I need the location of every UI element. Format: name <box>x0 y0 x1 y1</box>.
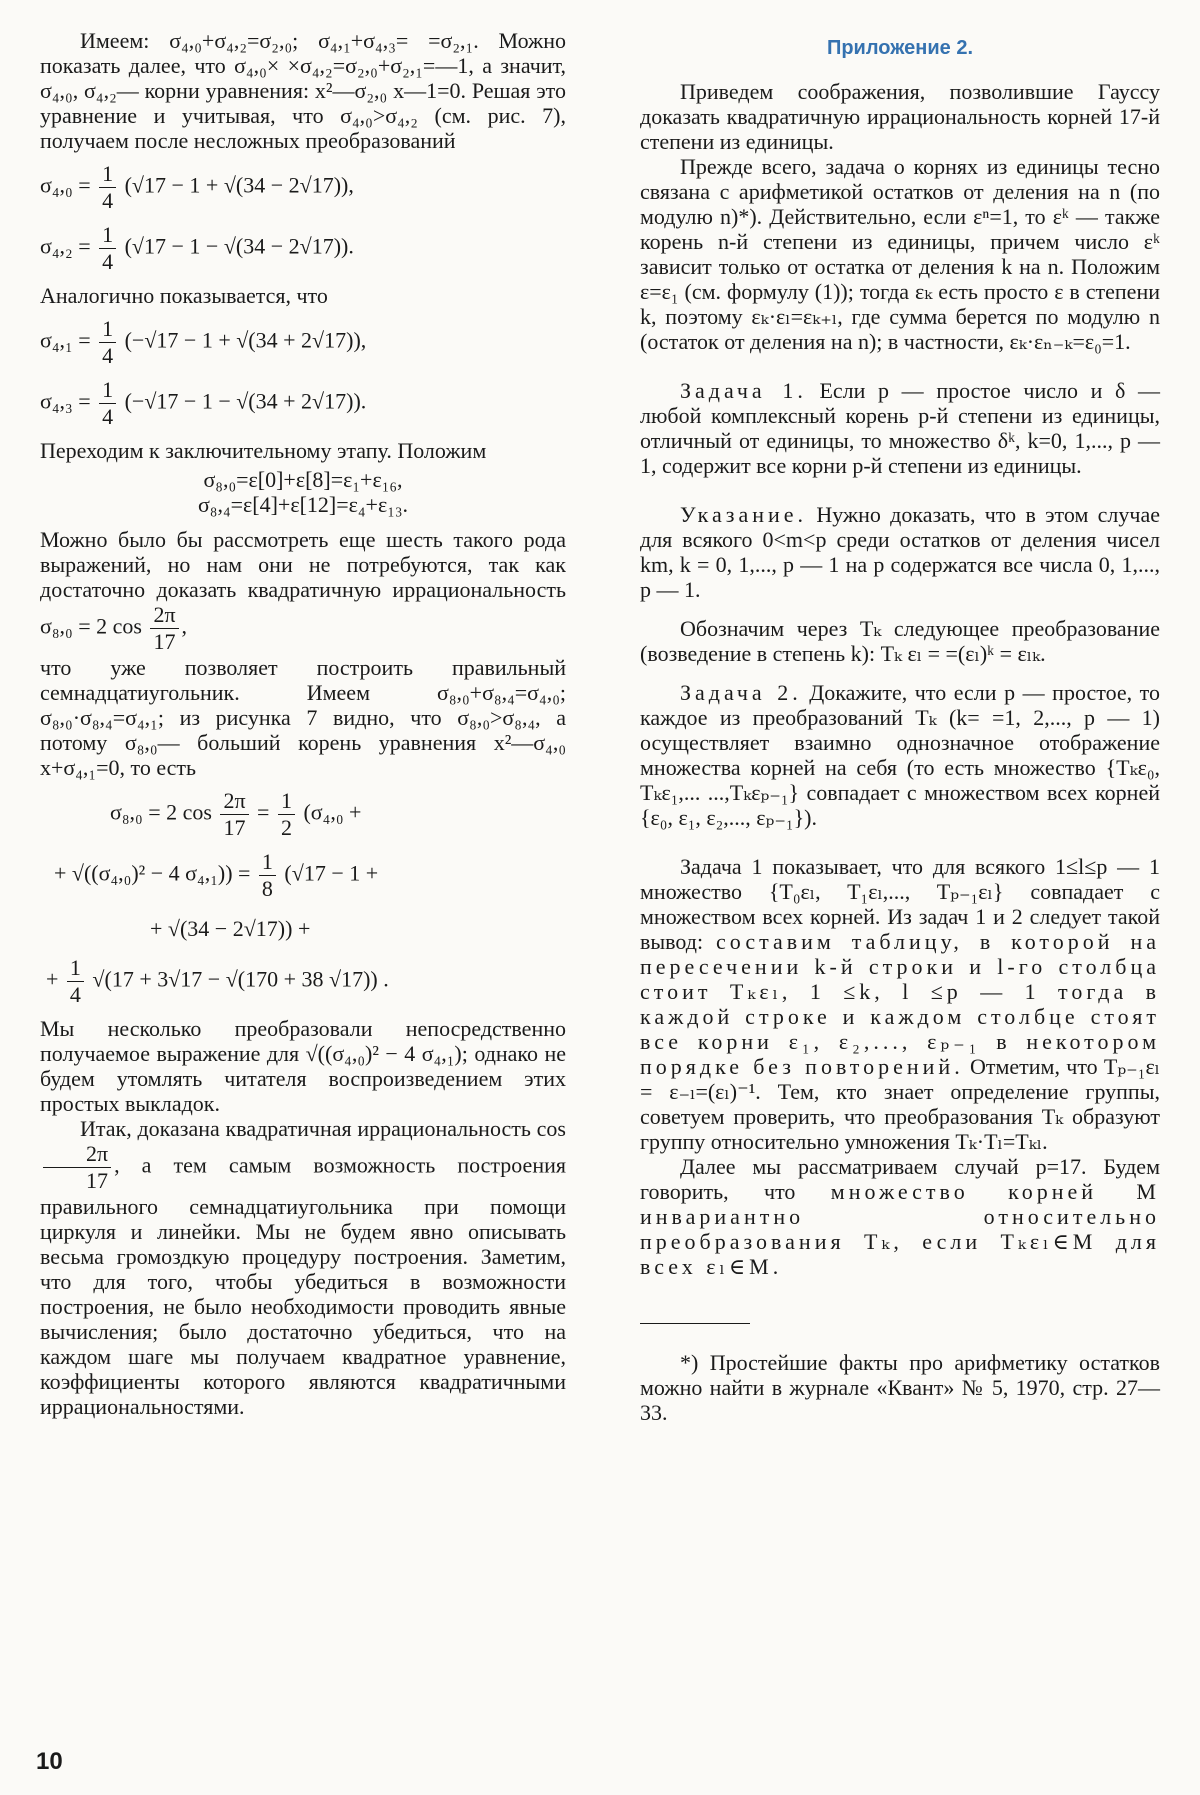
equation-sigma-8-4-def: σ₈,₄=ε[4]+ε[12]=ε₄+ε₁₃. <box>197 492 409 517</box>
problem-2-label: Задача 2. <box>680 680 802 705</box>
hint-label: Указание. <box>680 502 808 527</box>
footnote-divider <box>640 1323 750 1324</box>
equation-sigma-8-0-line1: σ₈,₀ = 2 cos $\frac{2\pi}{17}$ = $\frac{1}{2}$ (σ₄,₀ + <box>110 788 362 840</box>
fraction-2pi-17: $\frac{2\pi}{17}$ <box>43 1141 111 1194</box>
right-paragraph-4: Задача 1 показывает, что для всякого 1≤l≤p — 1 множество {T₀εₗ, T₁εₗ,..., Tₚ₋₁εₗ} совпадает с множеством всех корней. Из задач 1 и 2 следует такой вывод: составим таблицу, в которой на пересечении k-й строки и l-го столбца стоит Tₖεₗ, 1 ≤k, l ≤p — 1 тогда в каждой строке и каждом столбце стоят все корни ε₁, ε₂,..., εₚ₋₁ в некотором порядке без повторений. Отметим, что Tₚ₋₁εₗ = ε₋ₗ=(εₗ)⁻¹. Тем, кто знает определение группы, советуем проверить, что преобразования Tₖ образуют группу относительно умножения Tₖ·Tₗ=Tₖₗ. <box>640 854 1161 1154</box>
fraction-2pi-17: $\frac{2\pi}{17}$ <box>150 602 178 655</box>
left-paragraph-7: Итак, доказана квадратичная иррациональность cos $\frac{2\pi}{17}$ , а тем самым возможность построения правильного семнадцатиугольника при помощи циркуля и линейки. Мы не будем явно описывать весьма громоздкую процедуру построения. Заметим, что для того, чтобы убедиться в возможности построения, не было необходимости проводить явные вычисления; было достаточно убедиться, что на каждом шаге мы получаем квадратное уравнение, коэффициенты которого являются квадратичными иррациональностями. <box>40 1116 566 1419</box>
fraction-one-quarter: $\frac{1}{4}$ <box>99 316 116 369</box>
fraction-one-quarter: $\frac{1}{4}$ <box>99 161 116 214</box>
left-paragraph-6: Мы несколько преобразовали непосредственно получаемое выражение для √((σ₄,₀)² − 4 σ₄,₁); однако не будем утомлять читателя воспроизведением этих простых выкладок. <box>40 1016 566 1116</box>
right-paragraph-3: Обозначим через Tₖ следующее преобразование (возведение в степень k): Tₖ εₗ = =(εₗ)ᵏ = εₗₖ. <box>640 616 1160 666</box>
left-paragraph-5: что уже позволяет построить правильный семнадцатиугольник. Имеем σ₈,₀+σ₈,₄=σ₄,₀; σ₈,₀·σ₈,₄=σ₄,₁; из рисунка 7 видно, что σ₈,₀>σ₈,₄, а потому σ₈,₀— больший корень уравнения x²—σ₄,₀ x+σ₄,₁=0, то есть <box>40 655 566 780</box>
equation-sigma-8-0-line2: + √((σ₄,₀)² − 4 σ₄,₁)) = $\frac{1}{8}$ (√17 − 1 + <box>54 849 379 901</box>
equation-sigma-4-1: σ₄,₁ = $\frac{1}{4}$ (−√17 − 1 + √(34 + 2√17)), <box>40 316 367 368</box>
hint: Указание. Нужно доказать, что в этом случае для всякого 0<m<p среди остатков от деления чисел km, k = 0, 1,..., p — 1 на p содержатся все числа 0, 1,..., p — 1. <box>640 502 1160 602</box>
right-paragraph-2: Прежде всего, задача о корнях из единицы тесно связана с арифметикой остатков от деления на n (по модулю n)*). Действительно, если εⁿ=1, то εᵏ — также корень n-й степени из единицы, причем число εᵏ зависит только от остатка от деления k на n. Положим ε=ε₁ (см. формулу (1)); тогда εₖ есть просто ε в степени k, поэтому εₖ·εₗ=εₖ₊ₗ, где сумма берется по модулю n (остаток от деления на n); в частности, εₖ·εₙ₋ₖ=ε₀=1. <box>640 154 1160 354</box>
equation-sigma-4-3: σ₄,₃ = $\frac{1}{4}$ (−√17 − 1 − √(34 + 2√17)). <box>40 377 367 429</box>
fraction-one-half: $\frac{1}{2}$ <box>278 788 295 841</box>
equation-sigma-8-0-line3: + √(34 − 2√17)) + <box>150 916 311 941</box>
fraction-one-quarter: $\frac{1}{4}$ <box>67 955 84 1008</box>
problem-1: Задача 1. Если p — простое число и δ — любой комплексный корень p-й степени из единицы, отличный от единицы, то множество δᵏ, k=0, 1,..., p — 1, содержит все корни p-й степени из единицы. <box>640 378 1160 478</box>
right-column <box>640 28 1160 1425</box>
left-paragraph-3: Переходим к заключительному этапу. Положим <box>40 438 487 463</box>
equation-sigma-4-2: σ₄,₂ = $\frac{1}{4}$ (√17 − 1 − √(34 − 2√17)). <box>40 222 354 274</box>
right-paragraph-1: Приведем соображения, позволившие Гауссу доказать квадратичную иррациональность корней 17-й степени из единицы. <box>640 79 1160 154</box>
page-number: 10 <box>36 1748 63 1775</box>
equation-sigma-8-0-line4: + $\frac{1}{4}$ √(17 + 3√17 − √(170 + 38 √17)) . <box>46 955 389 1007</box>
right-paragraph-5: Далее мы рассматриваем случай p=17. Будем говорить, что множество корней M инвариантно относительно преобразования Tₖ, если Tₖεₗ∈M для всех εₗ∈M. <box>640 1154 1160 1279</box>
fraction-one-eighth: $\frac{1}{8}$ <box>259 849 276 902</box>
problem-2: Задача 2. Докажите, что если p — простое, то каждое из преобразований Tₖ (k= =1, 2,..., p — 1) осуществляет взаимно однозначное отображение множества корней на себя (то есть множество {Tₖε₀, Tₖε₁,... ...,Tₖεₚ₋₁} совпадает с множеством всех корней {ε₀, ε₁, ε₂,..., εₚ₋₁}). <box>640 680 1160 830</box>
left-paragraph-1: Имеем: σ₄,₀+σ₄,₂=σ₂,₀; σ₄,₁+σ₄,₃= =σ₂,₁. Можно показать далее, что σ₄,₀× ×σ₄,₂=σ₂,₀+σ₂,₁=—1, а значит, σ₄,₀, σ₄,₂— корни уравнения: x²—σ₂,₀ x—1=0. Решая это уравнение и учитывая, что σ₄,₀>σ₄,₂ (см. рис. 7), получаем после несложных преобразований <box>40 28 566 153</box>
problem-1-label: Задача 1. <box>680 378 807 403</box>
fraction-one-quarter: $\frac{1}{4}$ <box>99 222 116 275</box>
equation-sigma-4-0: σ₄,₀ = $\frac{1}{4}$ (√17 − 1 + √(34 − 2√17)), <box>40 161 354 213</box>
left-paragraph-2: Аналогично показывается, что <box>40 283 328 308</box>
appendix-heading: Приложение 2. <box>826 37 974 59</box>
equation-sigma-8-0-def: σ₈,₀=ε[0]+ε[8]=ε₁+ε₁₆, <box>203 467 403 492</box>
fraction-one-quarter: $\frac{1}{4}$ <box>99 377 116 430</box>
left-paragraph-4: Можно было бы рассмотреть еще шесть такого рода выражений, но нам они не потребуются, так как достаточно доказать квадратичную иррациональность σ₈,₀ = 2 cos $\frac{2\pi}{17}$ , <box>40 527 566 654</box>
footnote: *) Простейшие факты про арифметику остатков можно найти в журнале «Квант» № 5, 1970, стр. 27—33. <box>640 1350 1160 1425</box>
left-column <box>40 28 566 1419</box>
fraction-2pi-17: $\frac{2\pi}{17}$ <box>220 788 248 841</box>
